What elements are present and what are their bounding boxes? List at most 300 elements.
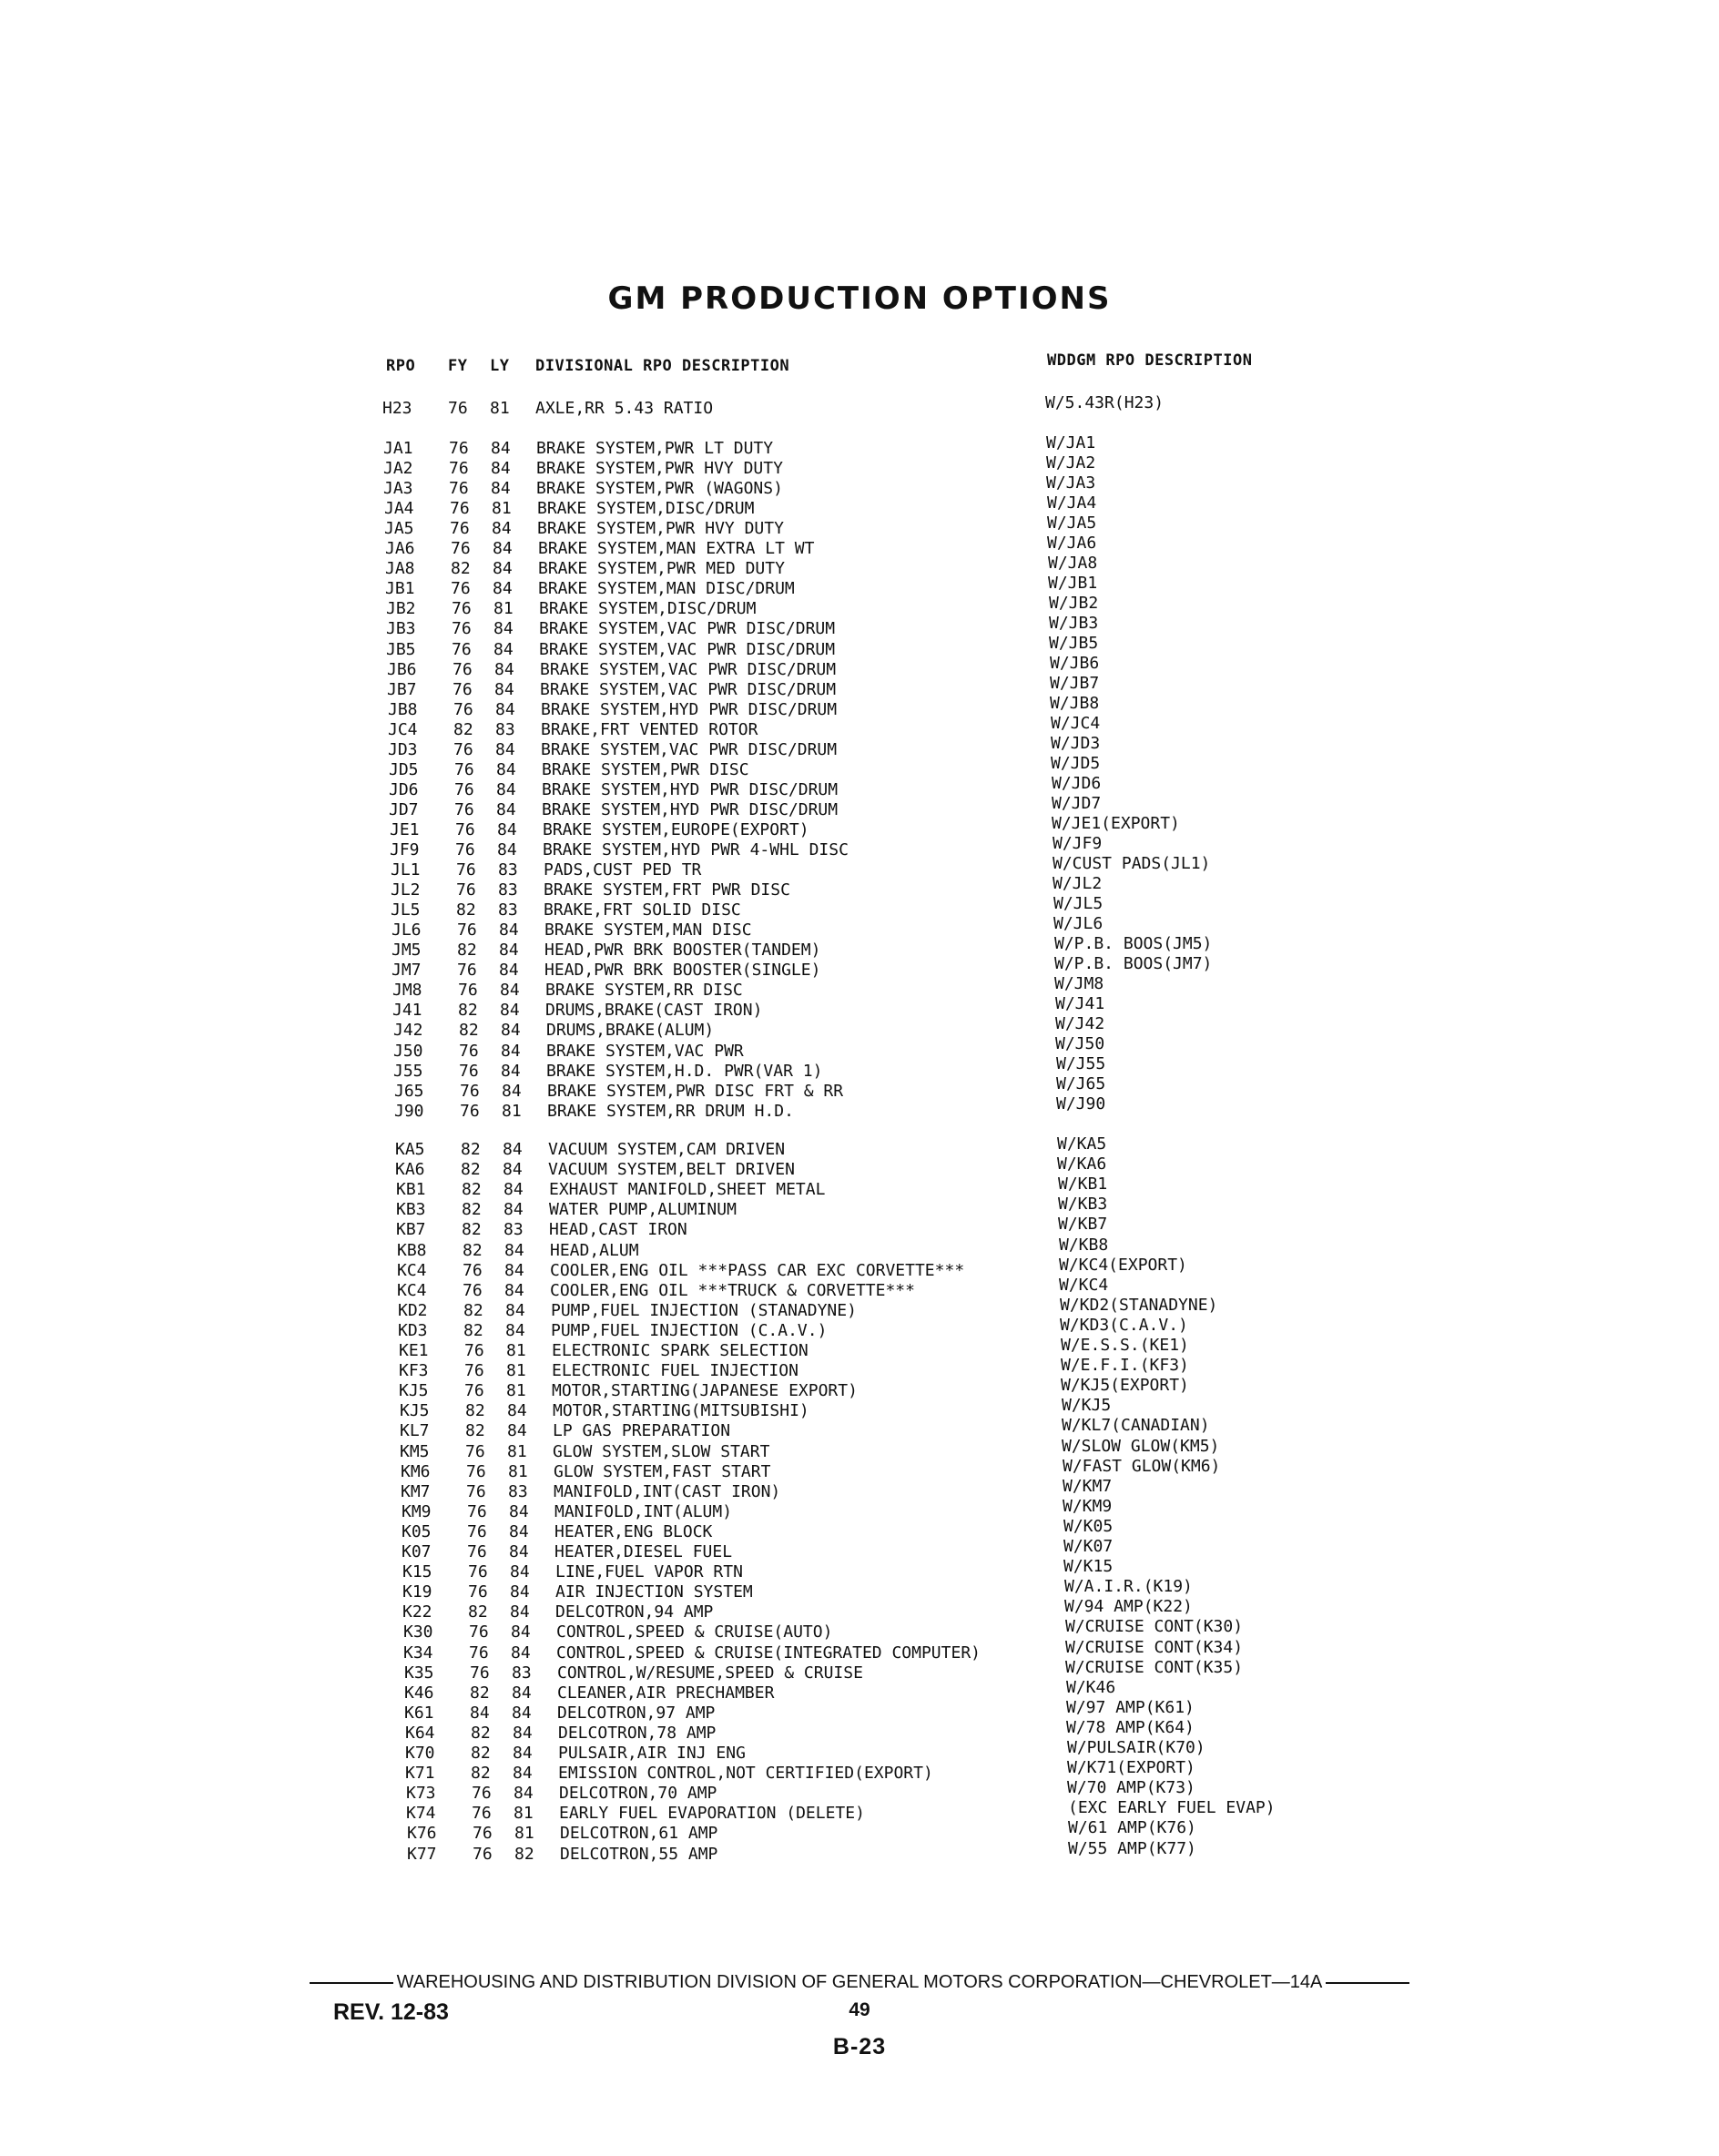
rpo-code: J42	[393, 1021, 423, 1041]
last-year: 84	[504, 1260, 524, 1280]
wddgm-entry: W/JB2	[1049, 594, 1099, 613]
rpo-description: BRAKE SYSTEM,VAC PWR DISC/DRUM	[541, 739, 838, 759]
first-year: 76	[457, 920, 477, 941]
rpo-code: KJ5	[399, 1381, 429, 1401]
first-year: 76	[460, 1101, 480, 1121]
rpo-description: VACUUM SYSTEM,CAM DRIVEN	[548, 1140, 786, 1159]
first-year: 76	[469, 1642, 489, 1663]
rpo-description: PUMP,FUEL INJECTION (STANADYNE)	[551, 1300, 857, 1320]
rpo-code: KM6	[401, 1461, 431, 1481]
page-title: GM PRODUCTION OPTIONS	[607, 280, 1112, 317]
first-year: 82	[461, 1140, 481, 1159]
rpo-code: K19	[402, 1582, 432, 1602]
wddgm-entry: W/K15	[1063, 1557, 1114, 1577]
rpo-code: JA5	[384, 519, 414, 539]
wddgm-entry: W/KD2(STANADYNE)	[1060, 1295, 1218, 1315]
first-year: 82	[461, 1160, 481, 1180]
first-year: 76	[449, 479, 469, 499]
rpo-code: JB7	[387, 679, 417, 699]
wddgm-entry: W/K46	[1066, 1677, 1116, 1697]
rpo-description: BRAKE SYSTEM,HYD PWR DISC/DRUM	[542, 799, 839, 819]
rpo-description: DELCOTRON,61 AMP	[560, 1824, 718, 1844]
rpo-code: K70	[405, 1744, 435, 1763]
wddgm-entry: W/55 AMP(K77)	[1068, 1838, 1196, 1858]
wddgm-entry: (EXC EARLY FUEL EVAP)	[1068, 1798, 1276, 1818]
first-year: 84	[470, 1703, 490, 1723]
wddgm-entry: W/KM7	[1063, 1476, 1113, 1496]
last-year: 84	[505, 1300, 525, 1320]
rpo-code: JL2	[391, 880, 421, 900]
rpo-code: JE1	[390, 819, 420, 839]
first-year: 82	[463, 1240, 483, 1260]
rpo-description: BRAKE SYSTEM,PWR LT DUTY	[536, 439, 774, 458]
last-year: 82	[514, 1844, 534, 1864]
last-year: 81	[508, 1461, 528, 1481]
wddgm-entry: W/JA8	[1048, 554, 1098, 573]
header-rpo: RPO	[386, 357, 416, 375]
wddgm-entry: W/P.B. BOOS(JM5)	[1054, 934, 1213, 953]
wddgm-entry: W/KB7	[1058, 1215, 1108, 1235]
rpo-description: HEAD,ALUM	[550, 1240, 639, 1260]
page-number: 49	[849, 1999, 870, 2020]
first-year: 82	[458, 1001, 478, 1021]
wddgm-entry: W/JF9	[1053, 834, 1103, 853]
last-year: 84	[512, 1703, 532, 1723]
first-year: 76	[452, 599, 472, 619]
rpo-code: K46	[404, 1683, 434, 1703]
last-year: 83	[508, 1481, 528, 1501]
first-year: 76	[448, 399, 468, 418]
last-year: 81	[502, 1101, 522, 1121]
first-year: 76	[454, 799, 474, 819]
wddgm-entry: W/JE1(EXPORT)	[1052, 814, 1180, 833]
rpo-description: PUMP,FUEL INJECTION (C.A.V.)	[551, 1320, 828, 1340]
last-year: 84	[497, 840, 517, 859]
rpo-description: EMISSION CONTROL,NOT CERTIFIED(EXPORT)	[558, 1764, 933, 1784]
rpo-description: DELCOTRON,97 AMP	[557, 1703, 716, 1723]
wddgm-entry: W/P.B. BOOS(JM7)	[1054, 954, 1213, 973]
rpo-description: BRAKE SYSTEM,VAC PWR DISC/DRUM	[539, 639, 836, 659]
first-year: 76	[472, 1804, 492, 1824]
rpo-code: JD7	[389, 799, 419, 819]
first-year: 76	[466, 1481, 486, 1501]
last-year: 84	[510, 1562, 530, 1582]
first-year: 82	[453, 719, 473, 739]
wddgm-entry: W/J55	[1056, 1054, 1106, 1073]
rpo-description: ELECTRONIC FUEL INJECTION	[552, 1361, 798, 1381]
last-year: 84	[503, 1200, 524, 1220]
rpo-code: JA4	[384, 499, 414, 519]
rpo-description: PULSAIR,AIR INJ ENG	[558, 1744, 746, 1763]
last-year: 84	[495, 699, 515, 719]
first-year: 76	[459, 1061, 479, 1081]
rpo-description: GLOW SYSTEM,FAST START	[554, 1461, 771, 1481]
rpo-description: DELCOTRON,78 AMP	[558, 1723, 717, 1743]
rpo-description: BRAKE SYSTEM,PWR DISC FRT & RR	[547, 1081, 844, 1101]
rpo-description: BRAKE SYSTEM,MAN EXTRA LT WT	[538, 539, 815, 559]
last-year: 84	[493, 639, 514, 659]
rpo-code: KA5	[395, 1140, 425, 1159]
first-year: 76	[465, 1441, 485, 1461]
rpo-code: KA6	[395, 1160, 425, 1180]
rpo-description: COOLER,ENG OIL ***TRUCK & CORVETTE***	[550, 1280, 915, 1300]
rpo-code: KM9	[402, 1501, 432, 1521]
rpo-description: BRAKE SYSTEM,DISC/DRUM	[537, 499, 755, 519]
first-year: 76	[469, 1622, 489, 1642]
first-year: 82	[468, 1602, 488, 1622]
rpo-description: BRAKE SYSTEM,HYD PWR 4-WHL DISC	[543, 840, 849, 859]
wddgm-entry: W/E.S.S.(KE1)	[1061, 1336, 1189, 1355]
last-year: 81	[507, 1441, 527, 1461]
first-year: 76	[467, 1521, 487, 1541]
last-year: 83	[498, 860, 518, 880]
wddgm-entry: W/JL2	[1053, 874, 1103, 893]
rpo-description: EARLY FUEL EVAPORATION (DELETE)	[559, 1804, 865, 1824]
rpo-description: AXLE,RR 5.43 RATIO	[535, 399, 714, 418]
rpo-description: BRAKE SYSTEM,MAN DISC/DRUM	[538, 579, 795, 599]
rpo-description: CONTROL,SPEED & CRUISE(AUTO)	[556, 1622, 833, 1642]
last-year: 84	[503, 1180, 524, 1200]
wddgm-entry: W/JA5	[1047, 514, 1097, 533]
last-year: 84	[512, 1683, 532, 1703]
wddgm-entry: W/JA6	[1047, 534, 1097, 553]
rpo-code: JC4	[388, 719, 418, 739]
last-year: 84	[513, 1744, 533, 1763]
last-year: 81	[506, 1341, 526, 1360]
header-fy: FY	[448, 357, 468, 375]
wddgm-entry: W/KC4	[1059, 1275, 1109, 1295]
wddgm-entry: W/PULSAIR(K70)	[1067, 1738, 1205, 1757]
rpo-description: BRAKE SYSTEM,PWR HVY DUTY	[537, 519, 784, 539]
wddgm-entry: W/A.I.R.(K19)	[1064, 1577, 1193, 1597]
wddgm-entry: W/J41	[1055, 994, 1105, 1013]
last-year: 83	[503, 1220, 524, 1240]
rpo-code: JD5	[389, 759, 419, 779]
last-year: 84	[493, 559, 513, 579]
last-year: 84	[500, 1001, 520, 1021]
rpo-description: BRAKE,FRT SOLID DISC	[544, 900, 741, 920]
rpo-code: K07	[402, 1542, 432, 1561]
revision-label: REV. 12-83	[333, 1999, 449, 2025]
last-year: 84	[493, 619, 514, 639]
rpo-code: JB5	[386, 639, 416, 659]
rpo-code: JD6	[389, 779, 419, 799]
wddgm-entry: W/KJ5	[1062, 1396, 1112, 1416]
wddgm-entry: W/JA2	[1046, 453, 1096, 473]
wddgm-entry: W/J42	[1055, 1014, 1105, 1033]
rpo-description: BRAKE SYSTEM,VAC PWR DISC/DRUM	[540, 679, 837, 699]
last-year: 84	[501, 1041, 521, 1061]
last-year: 81	[490, 399, 510, 418]
first-year: 76	[470, 1663, 490, 1683]
footer-rule-left	[310, 1982, 393, 1984]
footer-division-text: WAREHOUSING AND DISTRIBUTION DIVISION OF GENERAL MOTORS CORPORATION—CHEVROLET—14A	[396, 1972, 1323, 1992]
wddgm-entry: W/61 AMP(K76)	[1068, 1818, 1196, 1838]
first-year: 82	[463, 1300, 483, 1320]
wddgm-entry: W/JA3	[1046, 473, 1096, 493]
rpo-description: DELCOTRON,70 AMP	[559, 1784, 717, 1804]
last-year: 84	[491, 439, 511, 458]
footer-rule-right	[1326, 1982, 1409, 1984]
wddgm-entry: W/SLOW GLOW(KM5)	[1062, 1436, 1220, 1456]
rpo-code: K71	[405, 1764, 435, 1784]
wddgm-entry: W/K05	[1063, 1516, 1114, 1536]
rpo-code: J65	[394, 1081, 424, 1101]
rpo-code: JA8	[385, 559, 415, 579]
rpo-code: K35	[404, 1663, 434, 1683]
rpo-code: JL6	[392, 920, 422, 941]
first-year: 76	[464, 1361, 484, 1381]
rpo-code: K05	[402, 1521, 432, 1541]
wddgm-entry: W/KD3(C.A.V.)	[1060, 1315, 1188, 1335]
rpo-description: HEATER,DIESEL FUEL	[554, 1542, 733, 1561]
last-year: 84	[509, 1542, 529, 1561]
rpo-description: BRAKE SYSTEM,RR DISC	[545, 981, 743, 1001]
rpo-description: BRAKE SYSTEM,PWR HVY DUTY	[536, 459, 783, 479]
first-year: 82	[465, 1401, 485, 1421]
last-year: 84	[491, 459, 511, 479]
wddgm-entry: W/JD6	[1052, 774, 1102, 793]
rpo-description: AIR INJECTION SYSTEM	[555, 1582, 753, 1602]
wddgm-entry: W/KB3	[1058, 1195, 1108, 1215]
first-year: 76	[468, 1582, 488, 1602]
first-year: 82	[459, 1021, 479, 1041]
rpo-code: JM5	[392, 941, 422, 961]
last-year: 84	[504, 1280, 524, 1300]
first-year: 82	[463, 1320, 483, 1340]
wddgm-entry: W/KL7(CANADIAN)	[1062, 1416, 1210, 1436]
rpo-code: KB7	[396, 1220, 426, 1240]
first-year: 76	[452, 619, 472, 639]
rpo-code: K15	[402, 1562, 432, 1582]
last-year: 84	[496, 759, 516, 779]
first-year: 76	[451, 579, 471, 599]
rpo-code: JF9	[390, 840, 420, 859]
rpo-description: EXHAUST MANIFOLD,SHEET METAL	[549, 1180, 826, 1200]
rpo-code: JM7	[392, 961, 422, 981]
first-year: 82	[471, 1723, 491, 1743]
last-year: 84	[491, 479, 511, 499]
first-year: 76	[450, 499, 470, 519]
rpo-code: K64	[405, 1723, 435, 1743]
last-year: 83	[512, 1663, 532, 1683]
wddgm-entry: W/JD3	[1051, 734, 1101, 753]
last-year: 84	[499, 920, 519, 941]
wddgm-entry: W/CRUISE CONT(K34)	[1065, 1637, 1244, 1657]
rpo-code: KF3	[399, 1361, 429, 1381]
first-year: 76	[455, 840, 475, 859]
header-divisional-description: DIVISIONAL RPO DESCRIPTION	[535, 357, 790, 375]
last-year: 84	[503, 1160, 523, 1180]
wddgm-entry: W/5.43R(H23)	[1045, 393, 1165, 412]
first-year: 82	[457, 941, 477, 961]
rpo-description: MANIFOLD,INT(CAST IRON)	[554, 1481, 781, 1501]
wddgm-entry: W/J90	[1056, 1094, 1106, 1114]
first-year: 76	[454, 759, 474, 779]
rpo-code: KM5	[400, 1441, 430, 1461]
wddgm-entry: W/KC4(EXPORT)	[1059, 1255, 1187, 1275]
rpo-code: JB3	[386, 619, 416, 639]
rpo-code: KD3	[398, 1320, 428, 1340]
rpo-code: H23	[382, 399, 412, 418]
first-year: 76	[452, 639, 472, 659]
last-year: 84	[509, 1521, 529, 1541]
wddgm-entry: W/JA1	[1046, 433, 1096, 453]
first-year: 76	[450, 519, 470, 539]
wddgm-entry: W/KB1	[1058, 1175, 1108, 1195]
rpo-description: CLEANER,AIR PRECHAMBER	[557, 1683, 775, 1703]
rpo-code: K34	[403, 1642, 433, 1663]
rpo-code: K61	[404, 1703, 434, 1723]
footer-division-line	[0, 1972, 1719, 1993]
rpo-code: K74	[406, 1804, 436, 1824]
rpo-description: DRUMS,BRAKE(CAST IRON)	[545, 1001, 763, 1021]
rpo-code: KC4	[397, 1280, 427, 1300]
wddgm-entry: W/JD7	[1052, 794, 1102, 813]
last-year: 84	[497, 819, 517, 839]
rpo-description: CONTROL,W/RESUME,SPEED & CRUISE	[557, 1663, 863, 1683]
first-year: 76	[467, 1542, 487, 1561]
last-year: 83	[498, 900, 518, 920]
rpo-code: K73	[406, 1784, 436, 1804]
rpo-description: LP GAS PREPARATION	[553, 1421, 731, 1441]
rpo-code: KB1	[396, 1180, 426, 1200]
rpo-code: KB3	[396, 1200, 426, 1220]
last-year: 84	[509, 1501, 529, 1521]
last-year: 84	[500, 981, 520, 1001]
rpo-description: WATER PUMP,ALUMINUM	[549, 1200, 737, 1220]
first-year: 76	[456, 860, 476, 880]
last-year: 84	[499, 961, 519, 981]
rpo-code: J90	[394, 1101, 424, 1121]
rpo-description: BRAKE SYSTEM,PWR MED DUTY	[538, 559, 785, 579]
first-year: 82	[462, 1220, 482, 1240]
rpo-description: MANIFOLD,INT(ALUM)	[554, 1501, 733, 1521]
last-year: 84	[511, 1622, 531, 1642]
wddgm-entry: W/K07	[1063, 1537, 1114, 1556]
rpo-description: HEAD,CAST IRON	[549, 1220, 687, 1240]
first-year: 76	[467, 1501, 487, 1521]
first-year: 76	[458, 981, 478, 1001]
last-year: 84	[496, 799, 516, 819]
rpo-code: K30	[403, 1622, 433, 1642]
last-year: 84	[511, 1642, 531, 1663]
last-year: 84	[492, 519, 512, 539]
first-year: 76	[472, 1784, 492, 1804]
first-year: 82	[456, 900, 476, 920]
rpo-code: JB6	[387, 659, 417, 679]
rpo-code: KM7	[401, 1481, 431, 1501]
rpo-code: K22	[402, 1602, 432, 1622]
rpo-description: BRAKE SYSTEM,FRT PWR DISC	[544, 880, 790, 900]
first-year: 82	[471, 1744, 491, 1763]
last-year: 84	[501, 1061, 521, 1081]
first-year: 76	[449, 459, 469, 479]
rpo-code: JM8	[392, 981, 422, 1001]
rpo-description: BRAKE SYSTEM,RR DRUM H.D.	[547, 1101, 794, 1121]
last-year: 81	[506, 1361, 526, 1381]
rpo-code: JB1	[385, 579, 415, 599]
wddgm-entry: W/94 AMP(K22)	[1064, 1597, 1193, 1617]
wddgm-entry: W/JB6	[1050, 654, 1100, 673]
wddgm-entry: W/97 AMP(K61)	[1066, 1697, 1195, 1717]
first-year: 82	[470, 1683, 490, 1703]
first-year: 76	[457, 961, 477, 981]
wddgm-entry: W/JB7	[1050, 674, 1100, 693]
rpo-description: BRAKE SYSTEM,EUROPE(EXPORT)	[543, 819, 809, 839]
last-year: 84	[505, 1320, 525, 1340]
rpo-code: J55	[393, 1061, 423, 1081]
rpo-description: GLOW SYSTEM,SLOW START	[553, 1441, 770, 1461]
wddgm-entry: W/JB8	[1050, 694, 1100, 713]
first-year: 76	[473, 1844, 493, 1864]
rpo-description: LINE,FUEL VAPOR RTN	[555, 1562, 743, 1582]
rpo-description: ELECTRONIC SPARK SELECTION	[552, 1341, 809, 1360]
rpo-description: DELCOTRON,94 AMP	[555, 1602, 714, 1622]
rpo-code: JA1	[383, 439, 413, 458]
last-year: 84	[494, 659, 514, 679]
rpo-code: J50	[393, 1041, 423, 1061]
first-year: 76	[451, 539, 471, 559]
first-year: 82	[462, 1200, 482, 1220]
rpo-description: BRAKE SYSTEM,HYD PWR DISC/DRUM	[541, 699, 838, 719]
rpo-description: BRAKE SYSTEM,PWR (WAGONS)	[536, 479, 783, 499]
wddgm-entry: W/J65	[1056, 1074, 1106, 1093]
last-year: 84	[513, 1723, 533, 1743]
first-year: 76	[468, 1562, 488, 1582]
last-year: 81	[492, 499, 512, 519]
first-year: 76	[453, 679, 473, 699]
first-year: 82	[465, 1421, 485, 1441]
wddgm-entry: W/KJ5(EXPORT)	[1061, 1376, 1189, 1396]
last-year: 84	[502, 1081, 522, 1101]
first-year: 76	[449, 439, 469, 458]
wddgm-entry: W/FAST GLOW(KM6)	[1063, 1456, 1221, 1476]
wddgm-entry: W/CUST PADS(JL1)	[1053, 854, 1211, 873]
rpo-description: DRUMS,BRAKE(ALUM)	[546, 1021, 715, 1041]
wddgm-entry: W/JB3	[1049, 614, 1099, 633]
last-year: 83	[498, 880, 518, 900]
rpo-description: BRAKE SYSTEM,HYD PWR DISC/DRUM	[542, 779, 839, 799]
rpo-description: BRAKE SYSTEM,VAC PWR DISC/DRUM	[540, 659, 837, 679]
rpo-code: J41	[392, 1001, 422, 1021]
last-year: 84	[514, 1784, 534, 1804]
first-year: 76	[453, 659, 473, 679]
rpo-code: JA3	[383, 479, 413, 499]
first-year: 76	[456, 880, 476, 900]
last-year: 84	[496, 779, 516, 799]
last-year: 83	[495, 719, 515, 739]
last-year: 81	[506, 1381, 526, 1401]
first-year: 76	[454, 779, 474, 799]
last-year: 84	[507, 1401, 527, 1421]
last-year: 84	[504, 1240, 524, 1260]
first-year: 82	[462, 1180, 482, 1200]
first-year: 76	[473, 1824, 493, 1844]
rpo-description: BRAKE SYSTEM,H.D. PWR(VAR 1)	[546, 1061, 823, 1081]
first-year: 82	[451, 559, 471, 579]
wddgm-entry: W/JL6	[1053, 914, 1104, 933]
rpo-description: BRAKE SYSTEM,DISC/DRUM	[539, 599, 757, 619]
rpo-description: BRAKE SYSTEM,VAC PWR DISC/DRUM	[539, 619, 836, 639]
rpo-description: DELCOTRON,55 AMP	[560, 1844, 718, 1864]
section-page-number: B-23	[832, 2034, 887, 2059]
wddgm-entry: W/JC4	[1051, 714, 1101, 733]
wddgm-entry: W/KA6	[1057, 1154, 1107, 1175]
last-year: 84	[513, 1764, 533, 1784]
first-year: 76	[459, 1041, 479, 1061]
rpo-code: JA6	[385, 539, 415, 559]
